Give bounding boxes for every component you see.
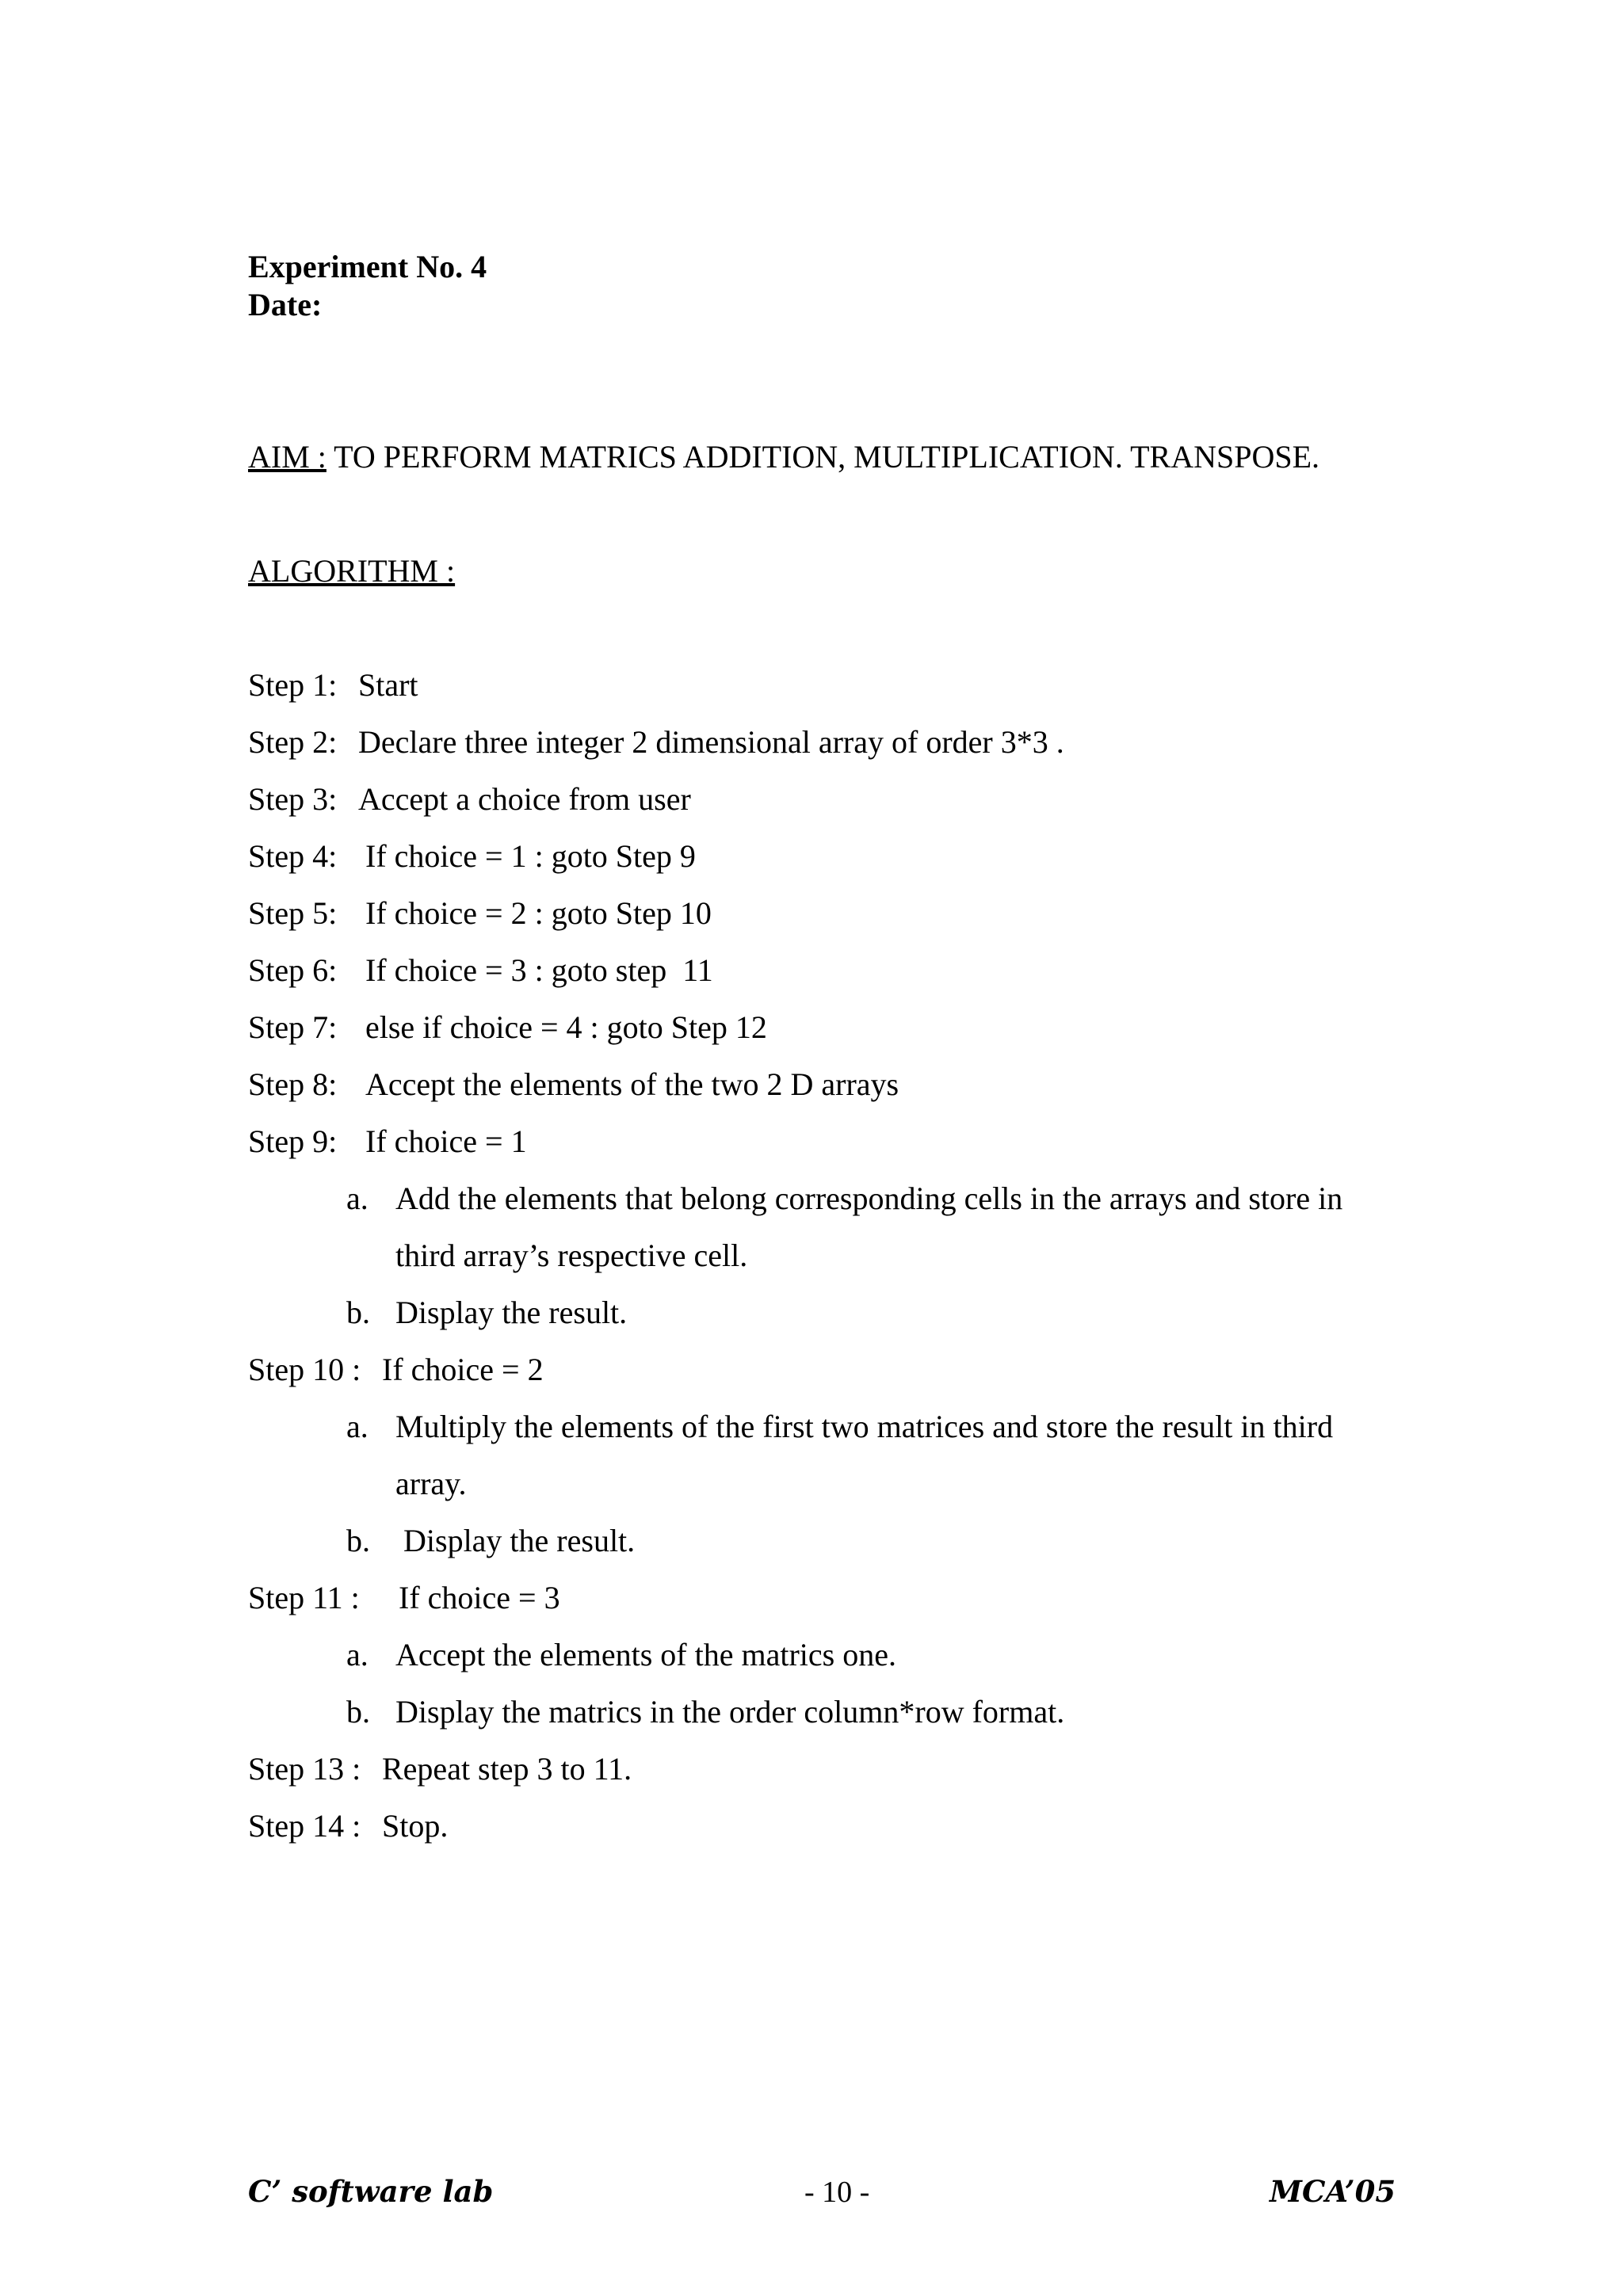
step-text: If choice = 3 (399, 1580, 560, 1615)
algorithm-label: ALGORITHM : (248, 553, 456, 589)
sub-marker: b. (346, 1523, 370, 1558)
step-10-sub-a (346, 1408, 1333, 1446)
step-text: If choice = 2 : goto Step 10 (365, 895, 712, 931)
experiment-number: Experiment No. 4 (248, 249, 487, 284)
step-7 (248, 1009, 767, 1047)
step-label: Step 10 : (248, 1352, 361, 1387)
step-2 (248, 723, 1064, 761)
step-5 (248, 894, 712, 933)
step-9 (248, 1123, 527, 1161)
step-label: Step 1: (248, 667, 338, 703)
step-text: Start (358, 667, 418, 703)
step-8 (248, 1066, 899, 1104)
step-label: Step 13 : (248, 1751, 361, 1787)
step-label: Step 14 : (248, 1808, 361, 1844)
sub-marker: b. (346, 1295, 370, 1330)
aim-label: AIM : (248, 439, 327, 475)
step-11-sub-b (346, 1693, 1064, 1731)
step-6 (248, 952, 713, 990)
step-1 (248, 666, 418, 704)
footer-batch: MCA’05 (1270, 2174, 1396, 2209)
sub-marker: a. (346, 1180, 369, 1216)
sub-text: Multiply the elements of the first two matrices and store the result in third (395, 1409, 1334, 1444)
step-text: Stop. (382, 1808, 449, 1844)
step-text: else if choice = 4 : goto Step 12 (365, 1009, 767, 1045)
step-text: If choice = 3 : goto step 11 (365, 952, 713, 988)
step-text: Accept the elements of the two 2 D arrays (365, 1066, 899, 1102)
step-label: Step 2: (248, 724, 338, 760)
aim-text: TO PERFORM MATRICS ADDITION, MULTIPLICATION. TRANSPOSE. (326, 439, 1320, 475)
step-text: Accept a choice from user (358, 781, 691, 817)
step-label: Step 3: (248, 781, 338, 817)
step-label: Step 8: (248, 1066, 338, 1102)
date-label: Date: (248, 287, 323, 322)
sub-marker: b. (346, 1694, 370, 1730)
sub-marker: a. (346, 1637, 369, 1672)
step-label: Step 5: (248, 895, 338, 931)
step-label: Step 4: (248, 838, 338, 874)
sub-text: Display the matrics in the order column*row format. (395, 1694, 1065, 1730)
step-9-sub-a (346, 1180, 1342, 1218)
step-4 (248, 837, 696, 875)
step-11-sub-a (346, 1636, 896, 1674)
sub-text: Display the result. (395, 1523, 636, 1558)
step-text: If choice = 1 : goto Step 9 (365, 838, 696, 874)
step-10-sub-a-cont: array. (395, 1466, 467, 1501)
aim-line (248, 438, 1319, 476)
step-13 (248, 1750, 632, 1788)
step-10-sub-b (346, 1522, 635, 1560)
sub-text: Add the elements that belong corresponding cells in the arrays and store in (395, 1180, 1343, 1216)
step-label: Step 6: (248, 952, 338, 988)
step-text: If choice = 2 (382, 1352, 544, 1387)
footer-course-name: C’ software lab (248, 2174, 494, 2209)
step-10 (248, 1351, 544, 1389)
sub-marker: a. (346, 1409, 369, 1444)
step-14 (248, 1807, 448, 1845)
sub-text: Display the result. (395, 1295, 628, 1330)
footer-page-number: - 10 - (804, 2176, 870, 2209)
step-text: Declare three integer 2 dimensional array of order 3*3 . (358, 724, 1064, 760)
step-9-sub-a-cont: third array’s respective cell. (395, 1238, 748, 1273)
step-11 (248, 1579, 560, 1617)
step-text: If choice = 1 (365, 1123, 527, 1159)
step-label: Step 7: (248, 1009, 338, 1045)
sub-text: Accept the elements of the matrics one. (395, 1637, 896, 1672)
step-3 (248, 780, 691, 818)
step-9-sub-b (346, 1294, 627, 1332)
step-text: Repeat step 3 to 11. (382, 1751, 632, 1787)
step-label: Step 11 : (248, 1580, 360, 1615)
step-label: Step 9: (248, 1123, 338, 1159)
